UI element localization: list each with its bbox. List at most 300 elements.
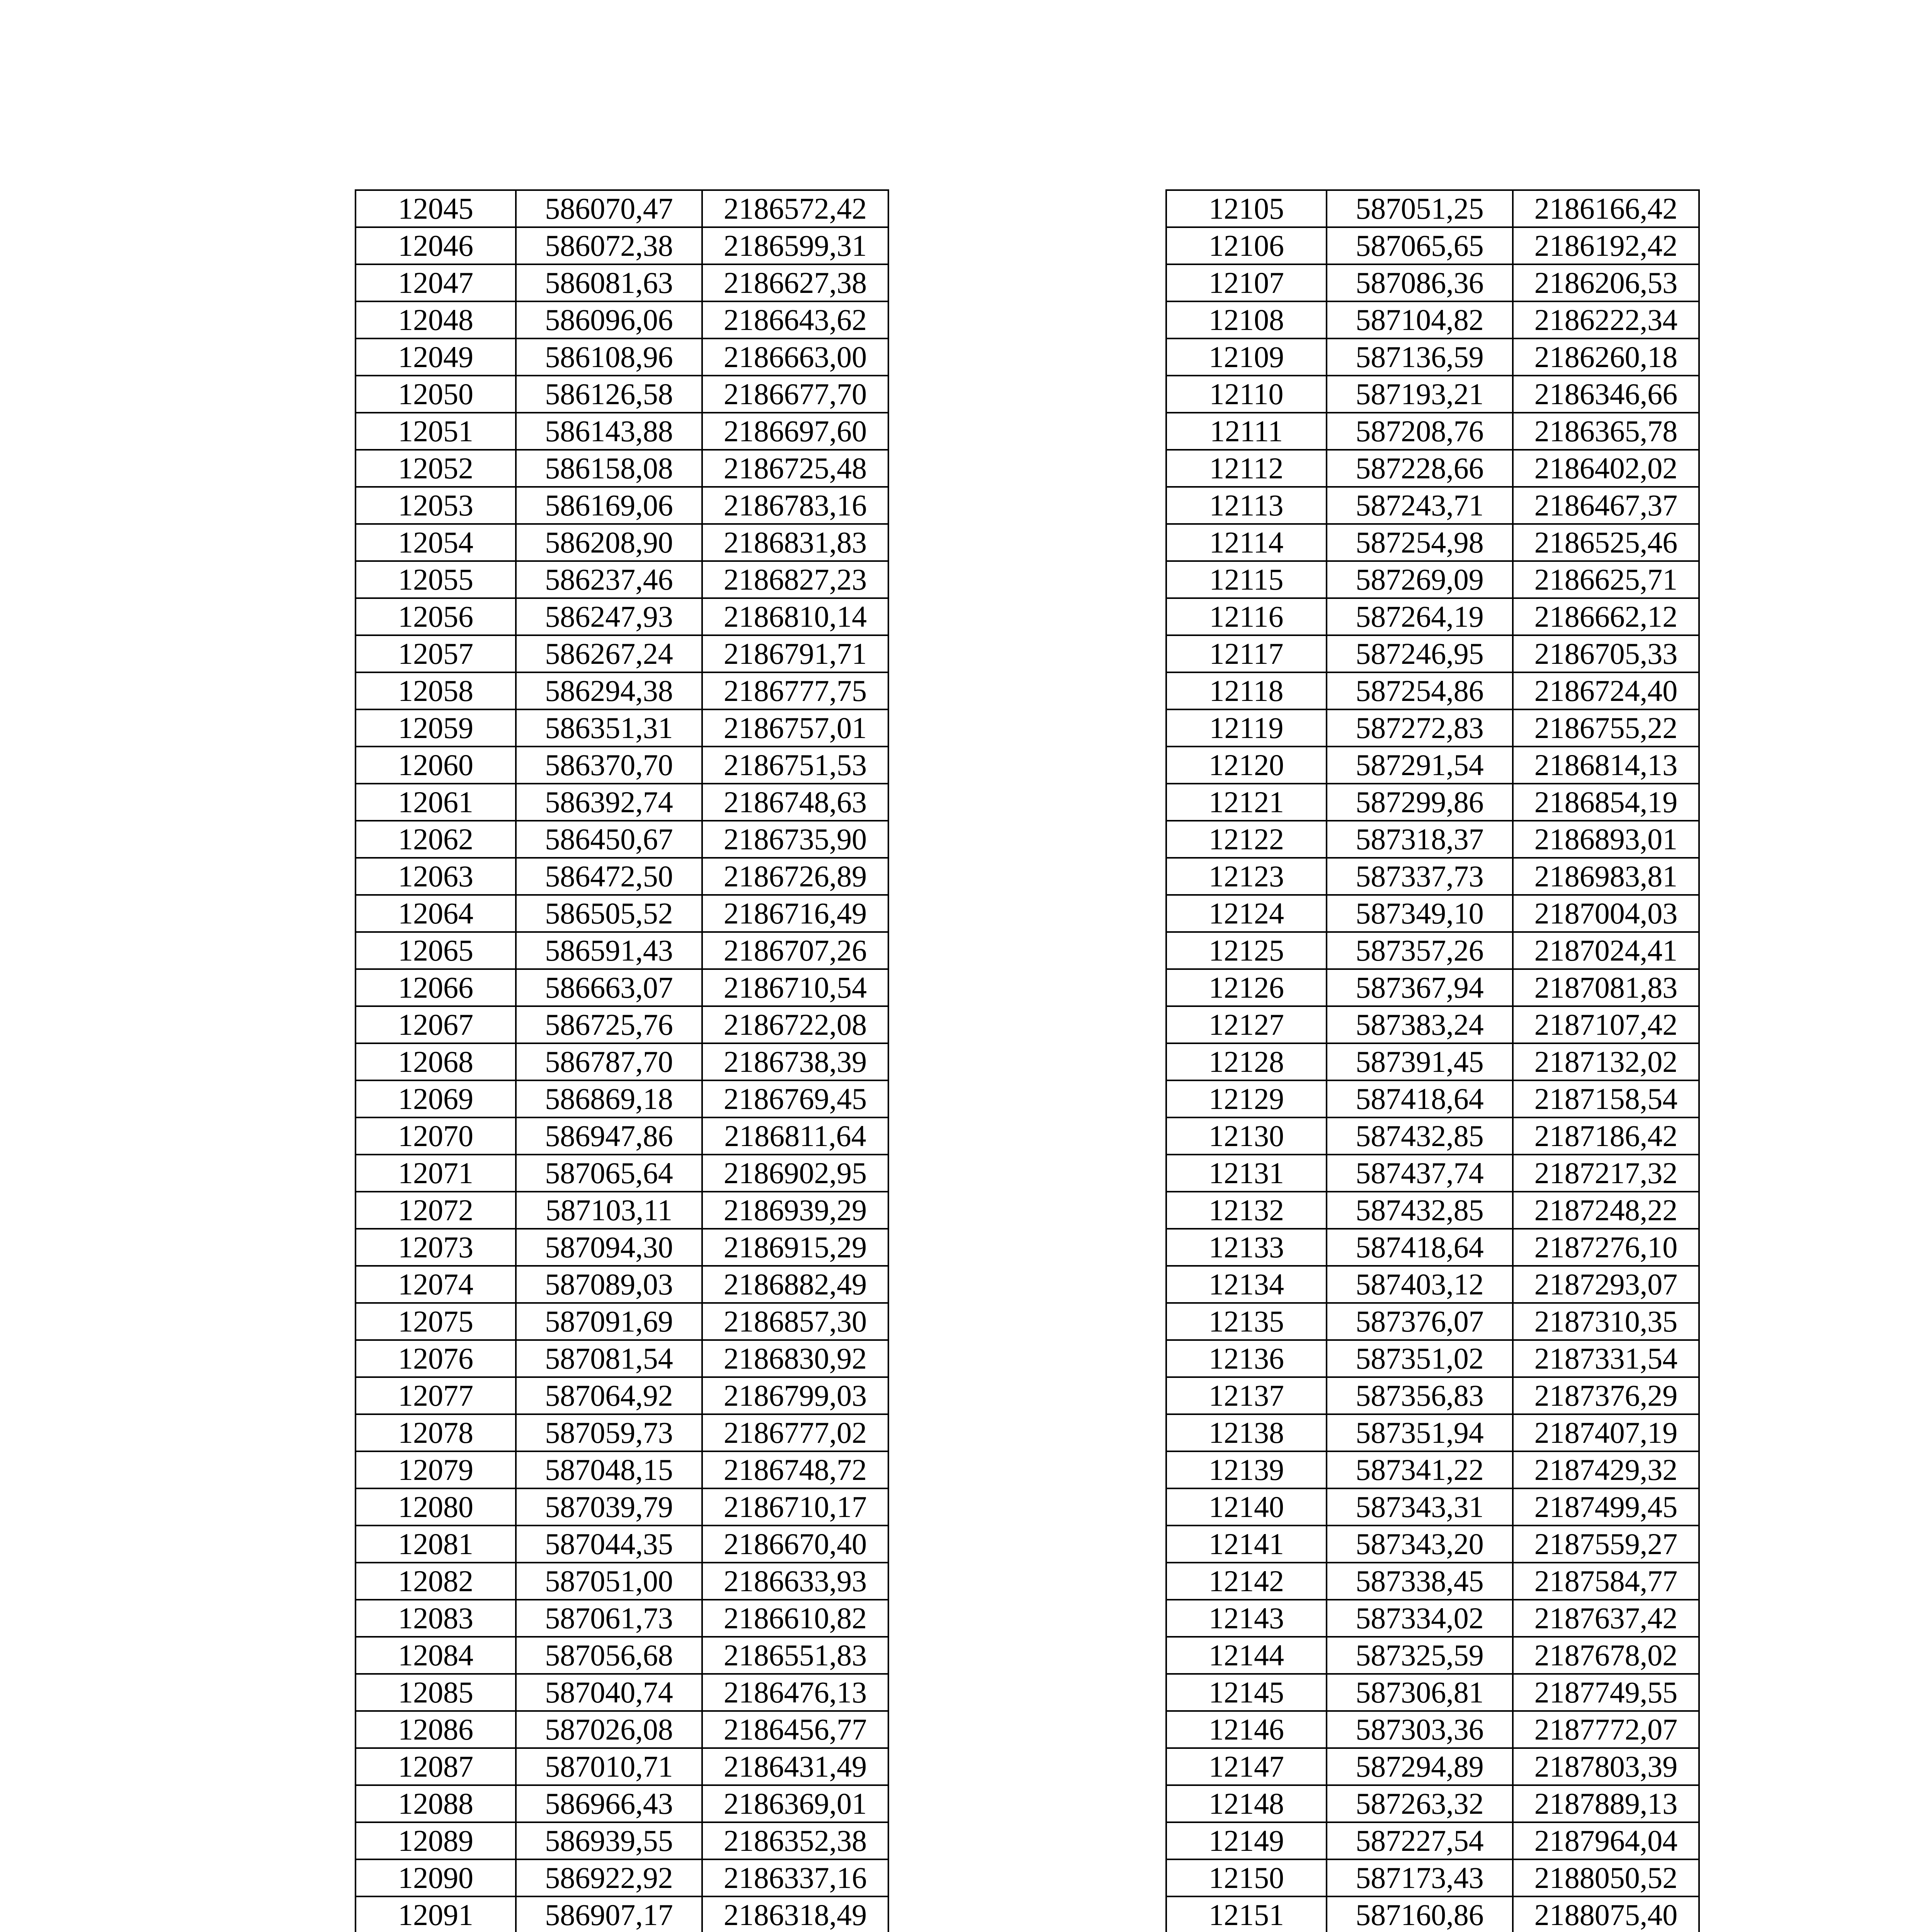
x-coordinate-cell: 587051,25 [1327,190,1513,227]
point-number-cell: 12045 [356,190,516,227]
x-coordinate-cell: 587103,11 [516,1192,702,1229]
y-coordinate-cell: 2188075,40 [1513,1896,1699,1932]
point-number-cell: 12086 [356,1711,516,1748]
x-coordinate-cell: 586869,18 [516,1080,702,1117]
y-coordinate-cell: 2187310,35 [1513,1303,1699,1340]
point-number-cell: 12142 [1166,1563,1327,1600]
y-coordinate-cell: 2186346,66 [1513,376,1699,413]
point-number-cell: 12059 [356,709,516,747]
point-number-cell: 12079 [356,1451,516,1488]
table-row [356,1674,888,1711]
table-row [356,821,888,858]
point-number-cell: 12072 [356,1192,516,1229]
x-coordinate-cell: 587094,30 [516,1229,702,1266]
point-number-cell: 12056 [356,598,516,635]
x-coordinate-cell: 586070,47 [516,190,702,227]
x-coordinate-cell: 587351,94 [1327,1414,1513,1451]
point-number-cell: 12073 [356,1229,516,1266]
coordinates-table-body [356,190,888,1932]
table-row [356,635,888,672]
x-coordinate-cell: 587026,08 [516,1711,702,1748]
y-coordinate-cell: 2187248,22 [1513,1192,1699,1229]
table-row [1166,969,1699,1006]
point-number-cell: 12139 [1166,1451,1327,1488]
y-coordinate-cell: 2186599,31 [702,227,888,264]
table-row [1166,709,1699,747]
table-row [356,1303,888,1340]
point-number-cell: 12061 [356,784,516,821]
table-row [1166,1155,1699,1192]
y-coordinate-cell: 2186791,71 [702,635,888,672]
point-number-cell: 12062 [356,821,516,858]
x-coordinate-cell: 587051,00 [516,1563,702,1600]
table-row [1166,1229,1699,1266]
y-coordinate-cell: 2187186,42 [1513,1117,1699,1155]
table-row [356,709,888,747]
y-coordinate-cell: 2187217,32 [1513,1155,1699,1192]
x-coordinate-cell: 587306,81 [1327,1674,1513,1711]
y-coordinate-cell: 2186882,49 [702,1266,888,1303]
x-coordinate-cell: 586472,50 [516,858,702,895]
point-number-cell: 12135 [1166,1303,1327,1340]
point-number-cell: 12088 [356,1785,516,1822]
x-coordinate-cell: 586237,46 [516,561,702,598]
point-number-cell: 12140 [1166,1488,1327,1526]
x-coordinate-cell: 586450,67 [516,821,702,858]
point-number-cell: 12124 [1166,895,1327,932]
point-number-cell: 12113 [1166,487,1327,524]
x-coordinate-cell: 586096,06 [516,301,702,338]
x-coordinate-cell: 586922,92 [516,1859,702,1896]
table-row [1166,895,1699,932]
table-row [356,969,888,1006]
y-coordinate-cell: 2187293,07 [1513,1266,1699,1303]
x-coordinate-cell: 587437,74 [1327,1155,1513,1192]
x-coordinate-cell: 587173,43 [1327,1859,1513,1896]
x-coordinate-cell: 587227,54 [1327,1822,1513,1859]
coordinates-table-left [355,189,889,1932]
table-row [356,1117,888,1155]
point-number-cell: 12127 [1166,1006,1327,1043]
table-row [356,1526,888,1563]
point-number-cell: 12087 [356,1748,516,1785]
x-coordinate-cell: 587243,71 [1327,487,1513,524]
point-number-cell: 12068 [356,1043,516,1080]
x-coordinate-cell: 586907,17 [516,1896,702,1932]
table-row [356,1080,888,1117]
y-coordinate-cell: 2186735,90 [702,821,888,858]
point-number-cell: 12112 [1166,450,1327,487]
point-number-cell: 12130 [1166,1117,1327,1155]
point-number-cell: 12121 [1166,784,1327,821]
x-coordinate-cell: 587391,45 [1327,1043,1513,1080]
x-coordinate-cell: 587334,02 [1327,1600,1513,1637]
table-row [356,413,888,450]
x-coordinate-cell: 586247,93 [516,598,702,635]
x-coordinate-cell: 587337,73 [1327,858,1513,895]
table-row [356,1896,888,1932]
y-coordinate-cell: 2186625,71 [1513,561,1699,598]
table-row [356,1266,888,1303]
x-coordinate-cell: 587303,36 [1327,1711,1513,1748]
point-number-cell: 12128 [1166,1043,1327,1080]
x-coordinate-cell: 586169,06 [516,487,702,524]
point-number-cell: 12052 [356,450,516,487]
point-number-cell: 12145 [1166,1674,1327,1711]
x-coordinate-cell: 587065,64 [516,1155,702,1192]
point-number-cell: 12064 [356,895,516,932]
y-coordinate-cell: 2187803,39 [1513,1748,1699,1785]
x-coordinate-cell: 586108,96 [516,338,702,376]
y-coordinate-cell: 2186572,42 [702,190,888,227]
x-coordinate-cell: 586081,63 [516,264,702,301]
y-coordinate-cell: 2186365,78 [1513,413,1699,450]
y-coordinate-cell: 2187158,54 [1513,1080,1699,1117]
x-coordinate-cell: 587341,22 [1327,1451,1513,1488]
table-row [1166,821,1699,858]
point-number-cell: 12132 [1166,1192,1327,1229]
x-coordinate-cell: 587064,92 [516,1377,702,1414]
x-coordinate-cell: 587343,31 [1327,1488,1513,1526]
y-coordinate-cell: 2186260,18 [1513,338,1699,376]
table-row [356,1229,888,1266]
x-coordinate-cell: 587432,85 [1327,1117,1513,1155]
table-row [1166,1674,1699,1711]
y-coordinate-cell: 2186402,02 [1513,450,1699,487]
x-coordinate-cell: 587044,35 [516,1526,702,1563]
point-number-cell: 12134 [1166,1266,1327,1303]
table-row [1166,1822,1699,1859]
y-coordinate-cell: 2187889,13 [1513,1785,1699,1822]
x-coordinate-cell: 587264,19 [1327,598,1513,635]
table-row [356,1600,888,1637]
point-number-cell: 12048 [356,301,516,338]
point-number-cell: 12083 [356,1600,516,1637]
y-coordinate-cell: 2186716,49 [702,895,888,932]
table-row [1166,1711,1699,1748]
x-coordinate-cell: 587086,36 [1327,264,1513,301]
point-number-cell: 12070 [356,1117,516,1155]
x-coordinate-cell: 587010,71 [516,1748,702,1785]
table-row [356,1414,888,1451]
y-coordinate-cell: 2186827,23 [702,561,888,598]
point-number-cell: 12126 [1166,969,1327,1006]
table-row [356,1043,888,1080]
x-coordinate-cell: 587089,03 [516,1266,702,1303]
y-coordinate-cell: 2186725,48 [702,450,888,487]
table-row [356,1451,888,1488]
table-row [1166,1414,1699,1451]
table-row [1166,227,1699,264]
table-row [356,895,888,932]
table-row [1166,1080,1699,1117]
y-coordinate-cell: 2186705,33 [1513,635,1699,672]
table-row [356,190,888,227]
table-row [356,1377,888,1414]
y-coordinate-cell: 2187107,42 [1513,1006,1699,1043]
x-coordinate-cell: 586267,24 [516,635,702,672]
point-number-cell: 12078 [356,1414,516,1451]
y-coordinate-cell: 2187637,42 [1513,1600,1699,1637]
point-number-cell: 12065 [356,932,516,969]
y-coordinate-cell: 2186751,53 [702,747,888,784]
table-row [356,1637,888,1674]
y-coordinate-cell: 2186722,08 [702,1006,888,1043]
x-coordinate-cell: 587403,12 [1327,1266,1513,1303]
y-coordinate-cell: 2186830,92 [702,1340,888,1377]
y-coordinate-cell: 2186710,54 [702,969,888,1006]
point-number-cell: 12066 [356,969,516,1006]
x-coordinate-cell: 587136,59 [1327,338,1513,376]
point-number-cell: 12080 [356,1488,516,1526]
y-coordinate-cell: 2187772,07 [1513,1711,1699,1748]
y-coordinate-cell: 2186663,00 [702,338,888,376]
point-number-cell: 12120 [1166,747,1327,784]
x-coordinate-cell: 587193,21 [1327,376,1513,413]
x-coordinate-cell: 586663,07 [516,969,702,1006]
x-coordinate-cell: 586392,74 [516,784,702,821]
y-coordinate-cell: 2187749,55 [1513,1674,1699,1711]
y-coordinate-cell: 2186431,49 [702,1748,888,1785]
point-number-cell: 12143 [1166,1600,1327,1637]
point-number-cell: 12071 [356,1155,516,1192]
y-coordinate-cell: 2186783,16 [702,487,888,524]
table-row [1166,338,1699,376]
table-row [1166,1896,1699,1932]
y-coordinate-cell: 2186610,82 [702,1600,888,1637]
x-coordinate-cell: 587383,24 [1327,1006,1513,1043]
point-number-cell: 12125 [1166,932,1327,969]
x-coordinate-cell: 587349,10 [1327,895,1513,932]
point-number-cell: 12110 [1166,376,1327,413]
point-number-cell: 12089 [356,1822,516,1859]
y-coordinate-cell: 2187376,29 [1513,1377,1699,1414]
y-coordinate-cell: 2186738,39 [702,1043,888,1080]
table-row [1166,1377,1699,1414]
point-number-cell: 12075 [356,1303,516,1340]
y-coordinate-cell: 2186757,01 [702,709,888,747]
point-number-cell: 12117 [1166,635,1327,672]
point-number-cell: 12074 [356,1266,516,1303]
table-row [356,1488,888,1526]
y-coordinate-cell: 2186643,62 [702,301,888,338]
y-coordinate-cell: 2186525,46 [1513,524,1699,561]
x-coordinate-cell: 587246,95 [1327,635,1513,672]
table-row [356,264,888,301]
table-row [1166,672,1699,709]
table-row [1166,1563,1699,1600]
x-coordinate-cell: 586143,88 [516,413,702,450]
y-coordinate-cell: 2187678,02 [1513,1637,1699,1674]
point-number-cell: 12058 [356,672,516,709]
table-row [1166,1117,1699,1155]
point-number-cell: 12067 [356,1006,516,1043]
y-coordinate-cell: 2186670,40 [702,1526,888,1563]
x-coordinate-cell: 587418,64 [1327,1080,1513,1117]
x-coordinate-cell: 587269,09 [1327,561,1513,598]
y-coordinate-cell: 2186710,17 [702,1488,888,1526]
table-row [1166,376,1699,413]
coordinates-table-body [1166,190,1699,1932]
table-row [356,1711,888,1748]
y-coordinate-cell: 2186799,03 [702,1377,888,1414]
x-coordinate-cell: 587418,64 [1327,1229,1513,1266]
x-coordinate-cell: 586351,31 [516,709,702,747]
y-coordinate-cell: 2186467,37 [1513,487,1699,524]
point-number-cell: 12119 [1166,709,1327,747]
table-row [1166,1748,1699,1785]
x-coordinate-cell: 586294,38 [516,672,702,709]
y-coordinate-cell: 2186854,19 [1513,784,1699,821]
point-number-cell: 12054 [356,524,516,561]
x-coordinate-cell: 587059,73 [516,1414,702,1451]
x-coordinate-cell: 586725,76 [516,1006,702,1043]
table-row [1166,1006,1699,1043]
y-coordinate-cell: 2186677,70 [702,376,888,413]
x-coordinate-cell: 587104,82 [1327,301,1513,338]
table-row [1166,1043,1699,1080]
x-coordinate-cell: 587061,73 [516,1600,702,1637]
x-coordinate-cell: 587343,20 [1327,1526,1513,1563]
x-coordinate-cell: 586208,90 [516,524,702,561]
table-row [356,1785,888,1822]
table-row [1166,747,1699,784]
point-number-cell: 12090 [356,1859,516,1896]
y-coordinate-cell: 2186811,64 [702,1117,888,1155]
x-coordinate-cell: 586158,08 [516,450,702,487]
y-coordinate-cell: 2186337,16 [702,1859,888,1896]
x-coordinate-cell: 587039,79 [516,1488,702,1526]
x-coordinate-cell: 587299,86 [1327,784,1513,821]
y-coordinate-cell: 2187331,54 [1513,1340,1699,1377]
x-coordinate-cell: 587254,98 [1327,524,1513,561]
y-coordinate-cell: 2186902,95 [702,1155,888,1192]
table-row [356,227,888,264]
x-coordinate-cell: 587056,68 [516,1637,702,1674]
x-coordinate-cell: 587294,89 [1327,1748,1513,1785]
table-row [1166,1192,1699,1229]
point-number-cell: 12081 [356,1526,516,1563]
table-row [1166,1303,1699,1340]
table-row [1166,561,1699,598]
y-coordinate-cell: 2186369,01 [702,1785,888,1822]
x-coordinate-cell: 586787,70 [516,1043,702,1080]
y-coordinate-cell: 2186476,13 [702,1674,888,1711]
x-coordinate-cell: 586072,38 [516,227,702,264]
table-row [1166,1488,1699,1526]
table-row [1166,524,1699,561]
y-coordinate-cell: 2187024,41 [1513,932,1699,969]
y-coordinate-cell: 2186810,14 [702,598,888,635]
x-coordinate-cell: 586966,43 [516,1785,702,1822]
y-coordinate-cell: 2186318,49 [702,1896,888,1932]
y-coordinate-cell: 2186456,77 [702,1711,888,1748]
point-number-cell: 12138 [1166,1414,1327,1451]
point-number-cell: 12105 [1166,190,1327,227]
y-coordinate-cell: 2186777,02 [702,1414,888,1451]
y-coordinate-cell: 2187964,04 [1513,1822,1699,1859]
table-row [1166,1859,1699,1896]
point-number-cell: 12149 [1166,1822,1327,1859]
table-row [1166,1451,1699,1488]
y-coordinate-cell: 2186769,45 [702,1080,888,1117]
table-row [1166,1266,1699,1303]
point-number-cell: 12151 [1166,1896,1327,1932]
point-number-cell: 12137 [1166,1377,1327,1414]
table-row [1166,450,1699,487]
table-row [1166,932,1699,969]
x-coordinate-cell: 587160,86 [1327,1896,1513,1932]
y-coordinate-cell: 2187584,77 [1513,1563,1699,1600]
point-number-cell: 12046 [356,227,516,264]
point-number-cell: 12077 [356,1377,516,1414]
x-coordinate-cell: 587263,32 [1327,1785,1513,1822]
table-row [1166,1637,1699,1674]
y-coordinate-cell: 2187499,45 [1513,1488,1699,1526]
point-number-cell: 12133 [1166,1229,1327,1266]
table-row [356,338,888,376]
table-row [1166,858,1699,895]
y-coordinate-cell: 2186633,93 [702,1563,888,1600]
y-coordinate-cell: 2186857,30 [702,1303,888,1340]
y-coordinate-cell: 2186206,53 [1513,264,1699,301]
table-row [356,1192,888,1229]
x-coordinate-cell: 586947,86 [516,1117,702,1155]
point-number-cell: 12115 [1166,561,1327,598]
y-coordinate-cell: 2186707,26 [702,932,888,969]
y-coordinate-cell: 2187004,03 [1513,895,1699,932]
table-row [1166,487,1699,524]
point-number-cell: 12107 [1166,264,1327,301]
table-row [356,858,888,895]
table-row [356,598,888,635]
y-coordinate-cell: 2187407,19 [1513,1414,1699,1451]
table-row [1166,1526,1699,1563]
x-coordinate-cell: 587208,76 [1327,413,1513,450]
coordinates-table-right [1165,189,1700,1932]
table-row [356,1748,888,1785]
x-coordinate-cell: 587318,37 [1327,821,1513,858]
point-number-cell: 12141 [1166,1526,1327,1563]
table-row [356,1155,888,1192]
table-row [1166,784,1699,821]
y-coordinate-cell: 2186893,01 [1513,821,1699,858]
x-coordinate-cell: 587228,66 [1327,450,1513,487]
point-number-cell: 12118 [1166,672,1327,709]
x-coordinate-cell: 587040,74 [516,1674,702,1711]
table-row [356,747,888,784]
table-row [356,1006,888,1043]
point-number-cell: 12108 [1166,301,1327,338]
y-coordinate-cell: 2186627,38 [702,264,888,301]
point-number-cell: 12122 [1166,821,1327,858]
point-number-cell: 12069 [356,1080,516,1117]
point-number-cell: 12131 [1166,1155,1327,1192]
y-coordinate-cell: 2187429,32 [1513,1451,1699,1488]
x-coordinate-cell: 586505,52 [516,895,702,932]
x-coordinate-cell: 586591,43 [516,932,702,969]
x-coordinate-cell: 587338,45 [1327,1563,1513,1600]
table-row [356,784,888,821]
point-number-cell: 12084 [356,1637,516,1674]
point-number-cell: 12146 [1166,1711,1327,1748]
table-row [356,524,888,561]
y-coordinate-cell: 2186551,83 [702,1637,888,1674]
table-row [356,561,888,598]
point-number-cell: 12114 [1166,524,1327,561]
y-coordinate-cell: 2186939,29 [702,1192,888,1229]
y-coordinate-cell: 2186724,40 [1513,672,1699,709]
